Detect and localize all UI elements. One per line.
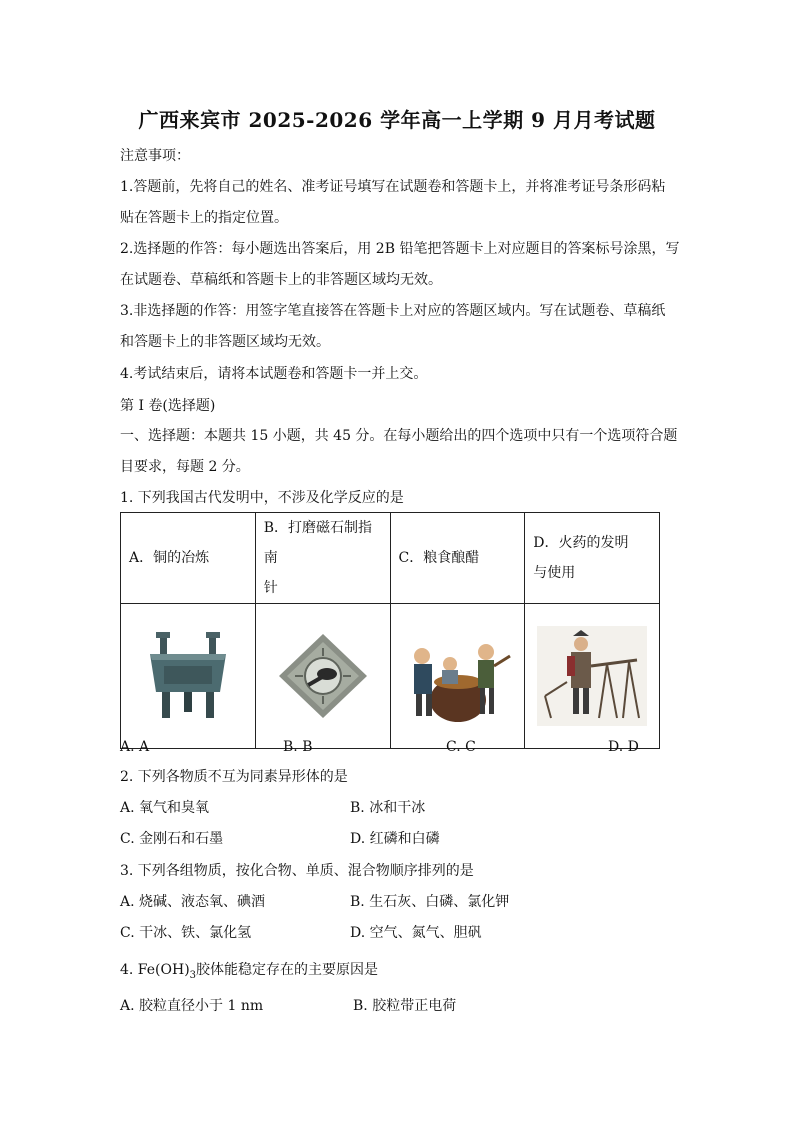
notice-line: 3.非选择题的作答：用签字笔直接答在答题卡上对应的答题区域内。写在试题卷、草稿纸 [120, 303, 666, 319]
q4-formula-subscript: 3 [189, 969, 197, 981]
q4-option-b[interactable]: B. 胶粒带正电荷 [353, 998, 457, 1014]
q2-option-b[interactable]: B. 冰和干冰 [350, 800, 426, 816]
bronze-ding-icon [138, 626, 238, 726]
q1-option-b[interactable]: B. B [283, 739, 313, 755]
q3-option-d[interactable]: D. 空气、氮气、胆矾 [350, 925, 482, 941]
question-1-stem: 1. 下列我国古代发明中，不涉及化学反应的是 [120, 490, 404, 506]
cell-b-line1: B．打磨磁石制指南 [263, 520, 373, 566]
notice-line: 贴在答题卡上的指定位置。 [120, 210, 288, 226]
cell-d-line1: D．火药的发明 [533, 535, 629, 551]
q1-option-d[interactable]: D. D [608, 739, 639, 755]
image-cell-d [525, 604, 660, 749]
question-1-table [120, 512, 660, 749]
notice-line: 2.选择题的作答：每小题选出答案后，用 2B 铅笔把答题卡上对应题目的答案标号涂黑，写 [120, 241, 680, 257]
notice-line: 1.答题前，先将自己的姓名、准考证号填写在试题卷和答题卡上，并将准考证号条形码粘 [120, 179, 666, 195]
gunpowder-icon [537, 626, 647, 726]
q2-option-d[interactable]: D. 红磷和白磷 [350, 831, 440, 847]
section-heading: 一、选择题：本题共 15 小题，共 45 分。在每小题给出的四个选项中只有一个选项符合题 [120, 428, 678, 444]
notice-line: 4.考试结束后，请将本试题卷和答题卡一并上交。 [120, 366, 428, 382]
q4-option-a[interactable]: A. 胶粒直径小于 1 nm [120, 998, 264, 1014]
q4-stem-text: 胶体能稳定存在的主要原因是 [196, 962, 379, 978]
image-cell-c [390, 604, 525, 749]
notice-line: 在试题卷、草稿纸和答题卡上的非答题区域均无效。 [120, 272, 442, 288]
q1-option-a[interactable]: A. A [120, 739, 150, 755]
q2-option-c[interactable]: C. 金刚石和石墨 [120, 831, 224, 847]
cell-c: C．粮食酿醋 [390, 513, 525, 604]
question-2-stem: 2. 下列各物质不互为同素异形体的是 [120, 769, 348, 785]
q3-option-a[interactable]: A. 烧碱、液态氧、碘酒 [120, 894, 266, 910]
compass-icon [273, 626, 373, 726]
question-4-stem [120, 960, 680, 986]
cell-b [255, 513, 390, 604]
vinegar-brewing-icon [392, 626, 522, 726]
notice-line: 和答题卡上的非答题区域均无效。 [120, 334, 330, 350]
cell-d-line2: 与使用 [533, 565, 576, 581]
q4-formula: 4. Fe(OH) [120, 962, 190, 978]
q1-option-c[interactable]: C. C [446, 739, 476, 755]
question-3-stem: 3. 下列各组物质，按化合物、单质、混合物顺序排列的是 [120, 863, 474, 879]
page-title: 广西来宾市 2025-2026 学年高一上学期 9 月月考试题 [138, 108, 656, 132]
image-cell-a [121, 604, 256, 749]
image-cell-b [255, 604, 390, 749]
cell-a: A．铜的冶炼 [121, 513, 256, 604]
part-heading: 第 I 卷(选择题) [120, 398, 216, 414]
cell-d [525, 513, 660, 604]
notice-heading: 注意事项： [120, 148, 190, 164]
section-heading: 目要求，每题 2 分。 [120, 459, 250, 475]
q3-option-b[interactable]: B. 生石灰、白磷、氯化钾 [350, 894, 510, 910]
cell-b-line2: 针 [263, 580, 278, 596]
q3-option-c[interactable]: C. 干冰、铁、氯化氢 [120, 925, 252, 941]
q2-option-a[interactable]: A. 氧气和臭氧 [120, 800, 210, 816]
